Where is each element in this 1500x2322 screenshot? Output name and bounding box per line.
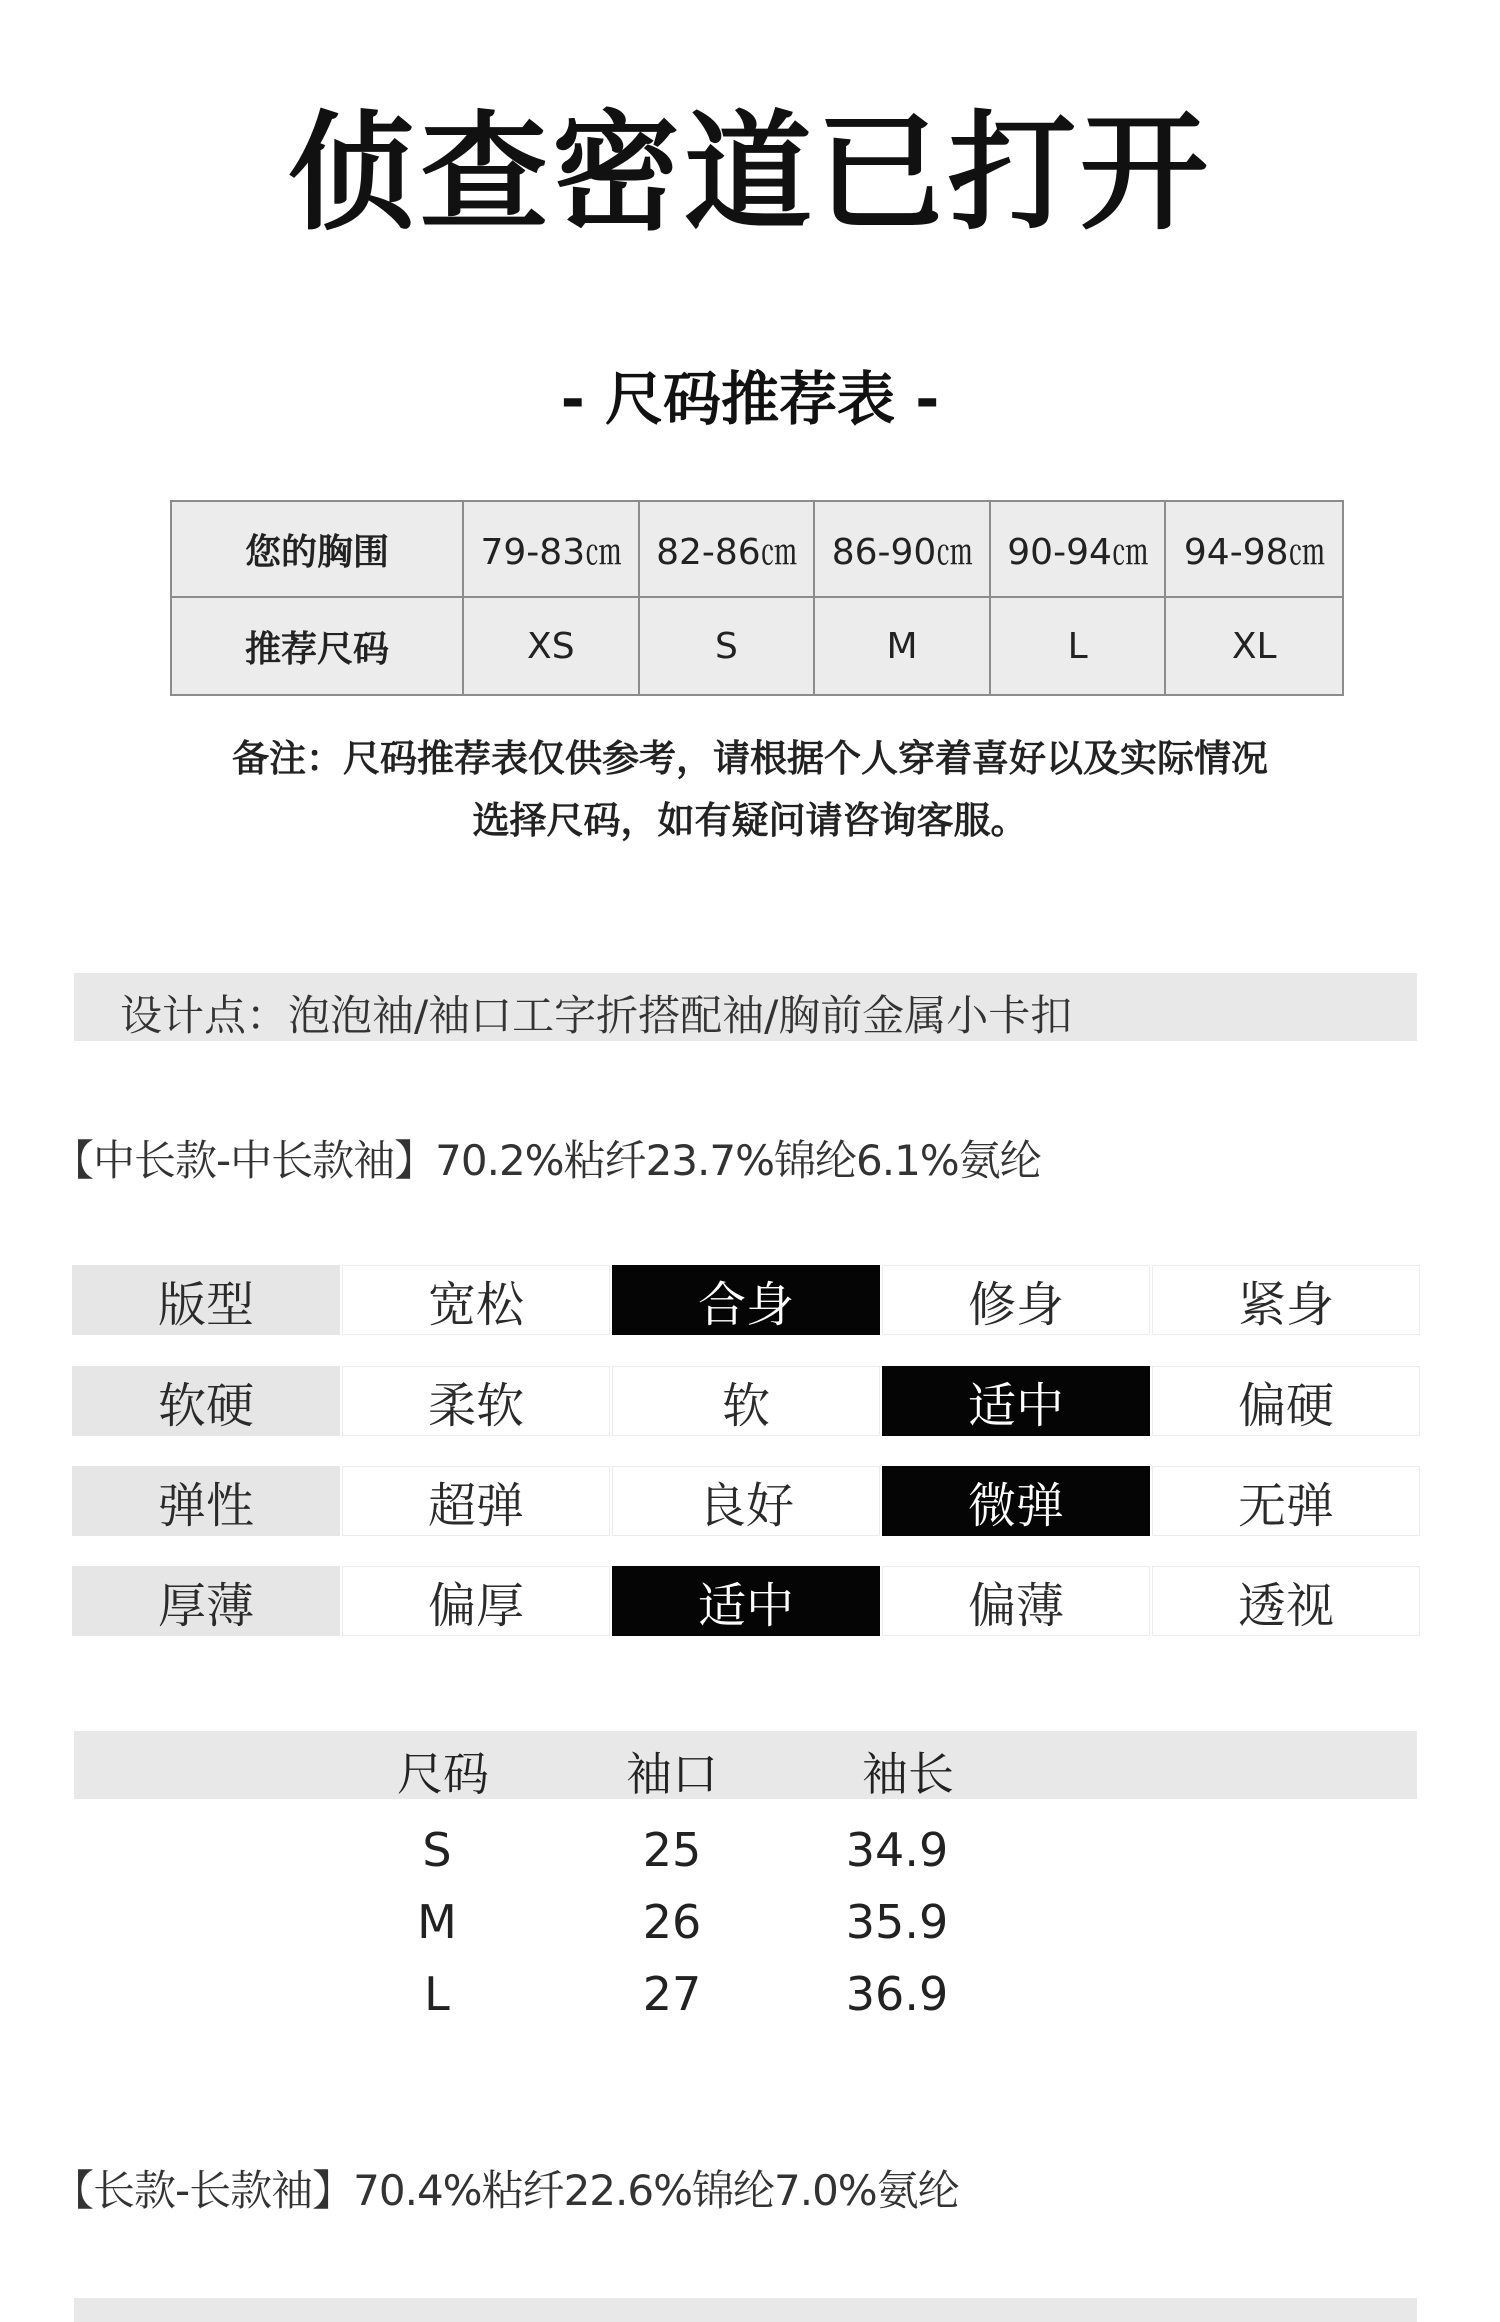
size-cell: XL	[1231, 625, 1277, 667]
attribute-option: 偏硬	[1152, 1366, 1420, 1436]
bust-range-cell: 79-83㎝	[464, 502, 640, 598]
attribute-option-selected: 适中	[612, 1566, 880, 1636]
attribute-row-fit	[72, 1265, 1420, 1335]
attribute-option-selected: 适中	[882, 1366, 1150, 1436]
size-note	[150, 728, 1350, 852]
size-chart-title: - 尺码推荐表 -	[560, 365, 940, 433]
attribute-label: 厚薄	[72, 1566, 340, 1636]
measurement-header: 袖口	[626, 1747, 718, 1801]
attribute-option: 修身	[882, 1265, 1150, 1335]
attribute-row-thickness	[72, 1566, 1420, 1636]
attribute-row-softness	[72, 1366, 1420, 1436]
measurement-header: 尺码	[397, 1747, 489, 1801]
fabric-composition-mid: 【中长款-中长款袖】70.2%粘纤23.7%锦纶6.1%氨纶	[52, 1136, 1041, 1185]
size-cell: L	[991, 598, 1167, 694]
bust-range-cell: 94-98㎝	[1166, 502, 1342, 598]
size-cell: XS	[464, 598, 640, 694]
attribute-option: 柔软	[342, 1366, 610, 1436]
measurement-cell: M	[417, 1895, 457, 1949]
attribute-option: 宽松	[342, 1265, 610, 1335]
bust-range-cell: 90-94㎝	[991, 502, 1167, 598]
attribute-row-elasticity	[72, 1466, 1420, 1536]
attribute-option-selected: 合身	[612, 1265, 880, 1335]
size-note-line: 选择尺码，如有疑问请咨询客服。	[472, 799, 1028, 842]
size-note-line: 备注：尺码推荐表仅供参考，请根据个人穿着喜好以及实际情况	[232, 737, 1268, 780]
measurement-cell: L	[424, 1967, 450, 2021]
bust-range-cell: 86-90㎝	[815, 502, 991, 598]
attribute-label: 版型	[72, 1265, 340, 1335]
bust-range-cell: 82-86㎝	[640, 502, 816, 598]
attribute-option: 超弹	[342, 1466, 610, 1536]
attribute-option: 偏厚	[342, 1566, 610, 1636]
measurement-cell: 35.9	[845, 1895, 949, 1949]
measurement-cell: S	[422, 1823, 452, 1877]
attribute-option: 紧身	[1152, 1265, 1420, 1335]
bust-row-label: 您的胸围	[172, 502, 464, 598]
measurement-cell: 25	[642, 1823, 702, 1877]
attribute-option: 良好	[612, 1466, 880, 1536]
size-row-label: 推荐尺码	[172, 598, 464, 694]
attribute-option: 偏薄	[882, 1566, 1150, 1636]
size-cell: S	[640, 598, 816, 694]
attribute-label: 软硬	[72, 1366, 340, 1436]
attribute-option: 透视	[1152, 1566, 1420, 1636]
measurement-cell: 36.9	[845, 1967, 949, 2021]
attribute-option: 无弹	[1152, 1466, 1420, 1536]
measurement-cell: 27	[642, 1967, 702, 2021]
attribute-label: 弹性	[72, 1466, 340, 1536]
attribute-option-selected: 微弹	[882, 1466, 1150, 1536]
size-recommendation-table	[170, 500, 1344, 696]
measurement-header: 袖长	[862, 1747, 954, 1801]
attribute-option: 软	[612, 1366, 880, 1436]
measurement-cell: 26	[642, 1895, 702, 1949]
design-points-text: 设计点：泡泡袖/袖口工字折搭配袖/胸前金属小卡扣	[120, 991, 1073, 1040]
measurement-header-bar	[74, 1731, 1417, 1799]
measurement-cell: 34.9	[845, 1823, 949, 1877]
fabric-composition-long: 【长款-长款袖】70.4%粘纤22.6%锦纶7.0%氨纶	[52, 2166, 959, 2215]
long-measurement-header-bar	[74, 2298, 1417, 2322]
size-cell: M	[815, 598, 991, 694]
page-title: 侦查密道已打开	[287, 99, 1212, 248]
